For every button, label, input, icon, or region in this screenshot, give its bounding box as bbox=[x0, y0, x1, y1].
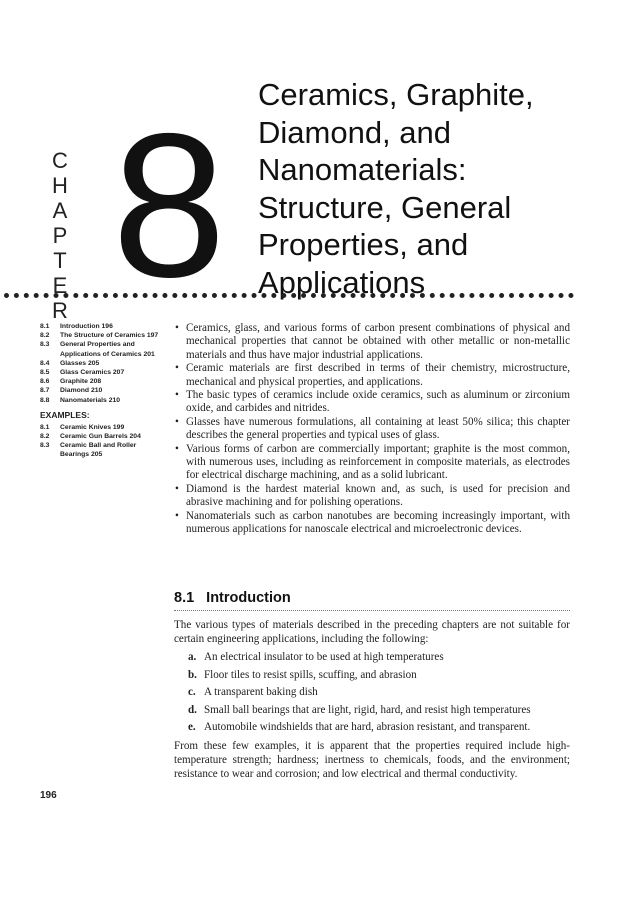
toc-text: Glass Ceramics 207 bbox=[60, 369, 125, 377]
toc-number: 8.3 bbox=[40, 442, 50, 450]
bullet-text: Nanomaterials such as carbon nanotubes are becoming increasingly important, with numerous applications for nanoscale electrical and microelectronic devices. bbox=[186, 509, 570, 536]
bullet-icon: • bbox=[175, 362, 179, 375]
chapter-number: 8 bbox=[112, 91, 227, 320]
toc-example-entry[interactable] bbox=[40, 423, 166, 432]
section-title: Introduction bbox=[206, 590, 291, 606]
toc-number: 8.1 bbox=[40, 323, 50, 330]
dotted-divider bbox=[4, 293, 574, 298]
list-item bbox=[188, 719, 570, 737]
chapter-label-letter: A bbox=[52, 198, 68, 223]
list-item bbox=[188, 649, 570, 667]
overview-bullet bbox=[174, 389, 570, 416]
section-number: 8.1 bbox=[174, 590, 195, 606]
list-text: Small ball bearings that are light, rigid, hard, and resist high temperatures bbox=[204, 703, 531, 716]
chapter-label-letter: E bbox=[52, 273, 68, 298]
list-text: Floor tiles to resist spills, scuffing, and abrasion bbox=[204, 668, 417, 681]
toc-entry[interactable] bbox=[40, 340, 166, 358]
list-item bbox=[188, 684, 570, 702]
section-heading bbox=[174, 590, 570, 611]
toc-number: 8.1 bbox=[40, 423, 50, 431]
toc-entry[interactable] bbox=[40, 322, 166, 331]
chapter-label-letter: R bbox=[52, 298, 68, 323]
list-label: a. bbox=[188, 651, 197, 663]
toc-number: 8.3 bbox=[40, 341, 50, 349]
toc-text: Introduction 196 bbox=[60, 323, 113, 330]
toc-number: 8.2 bbox=[40, 433, 50, 441]
toc-text: Ceramic Knives 199 bbox=[60, 423, 125, 431]
overview-bullet bbox=[174, 443, 570, 483]
toc-text: Graphite 208 bbox=[60, 378, 102, 386]
toc-number: 8.7 bbox=[40, 387, 50, 395]
chapter-title-line: Applications bbox=[258, 264, 426, 300]
chapter-title-line: Diamond, and bbox=[258, 114, 452, 150]
bullet-icon: • bbox=[175, 389, 179, 402]
toc-text: Ceramic Ball and Roller Bearings 205 bbox=[60, 442, 137, 459]
toc-entry[interactable] bbox=[40, 368, 166, 377]
toc-text: General Properties and Applications of Ceramics 201 bbox=[60, 341, 155, 358]
toc-example-entry[interactable] bbox=[40, 432, 166, 441]
bullet-icon: • bbox=[175, 442, 179, 455]
chapter-title-line: Nanomaterials: bbox=[258, 152, 467, 187]
examples-heading: EXAMPLES: bbox=[40, 409, 90, 420]
paragraph: The various types of materials described in the preceding chapters are not suitable for certain engineering applications, including the following: bbox=[174, 619, 570, 645]
toc-entry[interactable] bbox=[40, 386, 166, 395]
bullet-text: Ceramics, glass, and various forms of carbon present combinations of physical and mechanical properties that cannot be obtained with other metallic or non-metallic materials and thus have major industrial applications. bbox=[186, 322, 570, 361]
list-text: A transparent baking dish bbox=[204, 686, 318, 698]
toc-example-entry[interactable] bbox=[40, 441, 166, 459]
overview-bullet bbox=[174, 483, 570, 510]
toc-text: Nanomaterials 210 bbox=[60, 396, 121, 404]
bullet-icon: • bbox=[175, 415, 179, 428]
toc-number: 8.4 bbox=[40, 359, 50, 367]
list-label: d. bbox=[188, 703, 197, 716]
toc-text: Glasses 205 bbox=[60, 359, 100, 367]
list-text: Automobile windshields that are hard, abrasion resistant, and transparent. bbox=[204, 721, 531, 733]
toc-number: 8.2 bbox=[40, 332, 50, 340]
list-item bbox=[188, 667, 570, 685]
bullet-text: Diamond is the hardest material known and, as such, is used for precision and abrasive machining and for polishing operations. bbox=[186, 482, 570, 509]
page-number: 196 bbox=[40, 790, 57, 801]
chapter-label-letter: H bbox=[52, 173, 68, 198]
bullet-text: Glasses have numerous formulations, all containing at least 50% silica; this chapter describes the general properties and typical uses of glass. bbox=[186, 415, 570, 442]
toc-entry[interactable] bbox=[40, 396, 166, 405]
list-item bbox=[188, 702, 570, 720]
overview-bullet bbox=[174, 362, 570, 389]
list-label: b. bbox=[188, 668, 197, 681]
toc-text: The Structure of Ceramics 197 bbox=[60, 332, 159, 340]
list-text: An electrical insulator to be used at high temperatures bbox=[204, 651, 444, 663]
chapter-title-line: Structure, General bbox=[258, 189, 512, 225]
chapter-contents bbox=[40, 322, 166, 460]
toc-entry[interactable] bbox=[40, 377, 166, 386]
bullet-icon: • bbox=[175, 322, 179, 334]
bullet-icon: • bbox=[175, 482, 179, 495]
paragraph: From these few examples, it is apparent that the properties required include high-temperature strength; hardness; inertness to chemicals, foods, and the environment; resistance to wear and corrosion; and low electrical and thermal conductivity. bbox=[174, 739, 570, 780]
toc-number: 8.8 bbox=[40, 396, 50, 404]
chapter-title-line: Ceramics, Graphite, bbox=[258, 77, 534, 112]
toc-entry[interactable] bbox=[40, 359, 166, 368]
toc-number: 8.6 bbox=[40, 378, 50, 386]
bullet-text: Various forms of carbon are commercially important; graphite is the most common, with numerous uses, including as reinforcement in composite materials, as electrodes for electrical discharge machining, and as a solid lubricant. bbox=[186, 442, 570, 482]
overview-bullet bbox=[174, 510, 570, 537]
toc-number: 8.5 bbox=[40, 369, 50, 377]
bullet-icon: • bbox=[175, 509, 179, 522]
chapter-title-line: Properties, and bbox=[258, 227, 469, 262]
chapter-label-letter: C bbox=[52, 148, 68, 173]
toc-entry[interactable] bbox=[40, 331, 166, 340]
chapter-label-letter: T bbox=[53, 248, 67, 273]
bullet-text: The basic types of ceramics include oxide ceramics, such as aluminum or zirconium oxide, and carbides and nitrides. bbox=[186, 389, 570, 415]
overview-bullet bbox=[174, 322, 570, 362]
chapter-label-letter: P bbox=[52, 223, 68, 248]
list-label: c. bbox=[188, 686, 196, 698]
requirements-list bbox=[174, 649, 570, 737]
overview-bullet bbox=[174, 416, 570, 443]
toc-text: Diamond 210 bbox=[60, 387, 103, 395]
chapter-overview-bullets bbox=[174, 322, 570, 537]
chapter-title bbox=[258, 76, 618, 301]
toc-text: Ceramic Gun Barrels 204 bbox=[60, 433, 141, 441]
introduction-body bbox=[174, 618, 570, 781]
bullet-text: Ceramic materials are first described in terms of their chemistry, microstructure, mechanical and physical properties, and applications. bbox=[186, 362, 570, 388]
list-label: e. bbox=[188, 721, 196, 733]
